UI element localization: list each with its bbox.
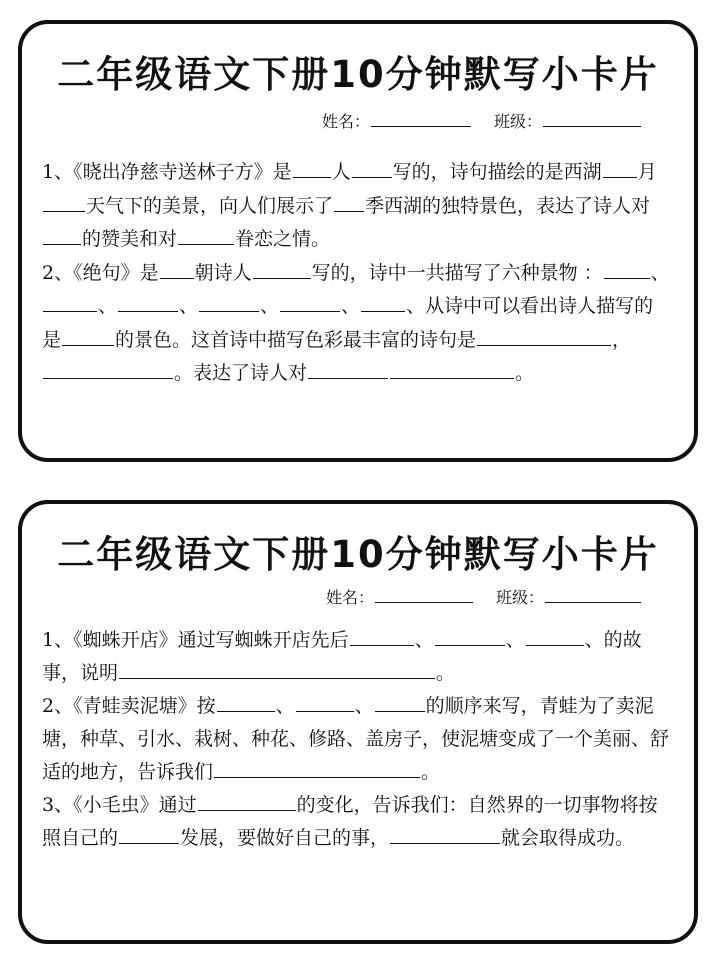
dictation-card-2 xyxy=(18,500,698,944)
card-body xyxy=(42,624,670,855)
separator: 、 xyxy=(98,295,118,317)
q3-text: 发展，要做好自己的事， xyxy=(180,827,390,849)
q2-text: 朝诗人 xyxy=(194,261,252,284)
fill-blank[interactable] xyxy=(118,293,178,312)
card-title: 二年级语文下册10分钟默写小卡片 xyxy=(57,53,659,96)
class-blank[interactable] xyxy=(543,108,641,127)
question-1 xyxy=(42,624,670,690)
fill-blank[interactable] xyxy=(435,627,505,646)
fill-blank[interactable] xyxy=(526,627,584,646)
question-2 xyxy=(42,257,670,391)
q2-text: 的顺序来写，青蛙为了卖泥塘，种草、引水、栽树、种花、修路、盖房子，使泥塘变成了一个美丽、舒适的地方，告诉我们 xyxy=(42,695,670,783)
q2-text: 写的，诗中一共描写了六种景物 ： xyxy=(311,261,603,284)
fill-blank[interactable] xyxy=(43,193,85,212)
name-label: 姓名： xyxy=(321,112,370,131)
q1-text: 的赞美和对 xyxy=(82,228,178,250)
q1-text: 眷恋之情。 xyxy=(235,228,331,250)
separator: 、 xyxy=(341,295,361,317)
fill-blank[interactable] xyxy=(308,360,388,379)
name-blank[interactable] xyxy=(375,584,473,603)
q1-text: 。 xyxy=(436,662,456,684)
fill-blank[interactable] xyxy=(477,327,611,346)
q3-text: 3、《小毛虫》通过 xyxy=(42,794,197,816)
fill-blank[interactable] xyxy=(119,825,179,844)
q2-text: 的景色。这首诗中描写色彩最丰富的诗句是 xyxy=(115,328,477,351)
name-label: 姓名： xyxy=(325,588,374,607)
fill-blank[interactable] xyxy=(119,660,435,679)
q2-text: 、从诗中可以看出诗人描写的是 xyxy=(42,295,654,351)
q2-text: 。 xyxy=(421,761,441,783)
q2-text: 。 xyxy=(515,362,535,384)
q2-text: 2、《绝句》是 xyxy=(42,261,159,284)
fill-blank[interactable] xyxy=(43,360,173,379)
class-blank[interactable] xyxy=(545,584,641,603)
q1-text: 月 xyxy=(637,161,657,183)
separator: 、 xyxy=(179,295,199,317)
fill-blank[interactable] xyxy=(217,693,275,712)
q2-text: 。表达了诗人对 xyxy=(174,362,308,384)
separator: 、 xyxy=(505,629,525,651)
q2-text: 2、《青蛙卖泥塘》按 xyxy=(42,695,216,717)
fill-blank[interactable] xyxy=(604,260,650,279)
q1-text: 季西湖的独特景色，表达了诗人对 xyxy=(365,194,651,217)
name-blank[interactable] xyxy=(371,108,471,127)
fill-blank[interactable] xyxy=(199,293,259,312)
fill-blank[interactable] xyxy=(43,226,81,245)
separator: 、 xyxy=(414,629,434,651)
question-1 xyxy=(42,156,670,257)
fill-blank[interactable] xyxy=(293,159,331,178)
fill-blank[interactable] xyxy=(375,693,425,712)
separator: 、 xyxy=(275,695,295,717)
fill-blank[interactable] xyxy=(178,226,234,245)
card-title: 二年级语文下册10分钟默写小卡片 xyxy=(57,533,659,576)
fill-blank[interactable] xyxy=(334,193,364,212)
class-label: 班级： xyxy=(493,112,542,131)
fill-blank[interactable] xyxy=(296,693,354,712)
fill-blank[interactable] xyxy=(390,825,500,844)
name-class-row xyxy=(326,584,642,608)
fill-blank[interactable] xyxy=(352,159,392,178)
q1-text: 1、《蜘蛛开店》通过写蜘蛛开店先后 xyxy=(42,629,349,651)
q3-text: 就会取得成功。 xyxy=(501,827,635,849)
q3-text: 的变化，告诉我们：自然界的一切事物将按照自己的 xyxy=(42,794,658,849)
separator: 、 xyxy=(354,695,374,717)
q1-text: 、的故事，说明 xyxy=(42,629,642,684)
fill-blank[interactable] xyxy=(62,327,114,346)
fill-blank[interactable] xyxy=(214,759,420,778)
fill-blank[interactable] xyxy=(361,293,405,312)
question-3 xyxy=(42,789,670,855)
q1-text: 人 xyxy=(331,161,351,183)
fill-blank[interactable] xyxy=(43,293,97,312)
fill-blank[interactable] xyxy=(253,260,311,279)
question-2 xyxy=(42,690,670,789)
name-class-row xyxy=(322,108,642,132)
separator: 、 xyxy=(260,295,280,317)
q1-text: 写的，诗句描绘的是西湖 xyxy=(392,161,602,183)
q1-text: 1、《晓出净慈寺送林子方》是 xyxy=(42,161,292,183)
fill-blank[interactable] xyxy=(350,627,414,646)
separator: 、 xyxy=(650,261,670,284)
dictation-card-1 xyxy=(18,20,698,462)
class-label: 班级： xyxy=(495,588,544,607)
fill-blank[interactable] xyxy=(603,159,637,178)
card-body xyxy=(42,156,670,391)
q2-text: ， xyxy=(612,328,632,351)
fill-blank[interactable] xyxy=(390,360,514,379)
fill-blank[interactable] xyxy=(198,792,296,811)
fill-blank[interactable] xyxy=(160,260,194,279)
fill-blank[interactable] xyxy=(280,293,340,312)
q1-text: 天气下的美景，向人们展示了 xyxy=(86,194,334,217)
